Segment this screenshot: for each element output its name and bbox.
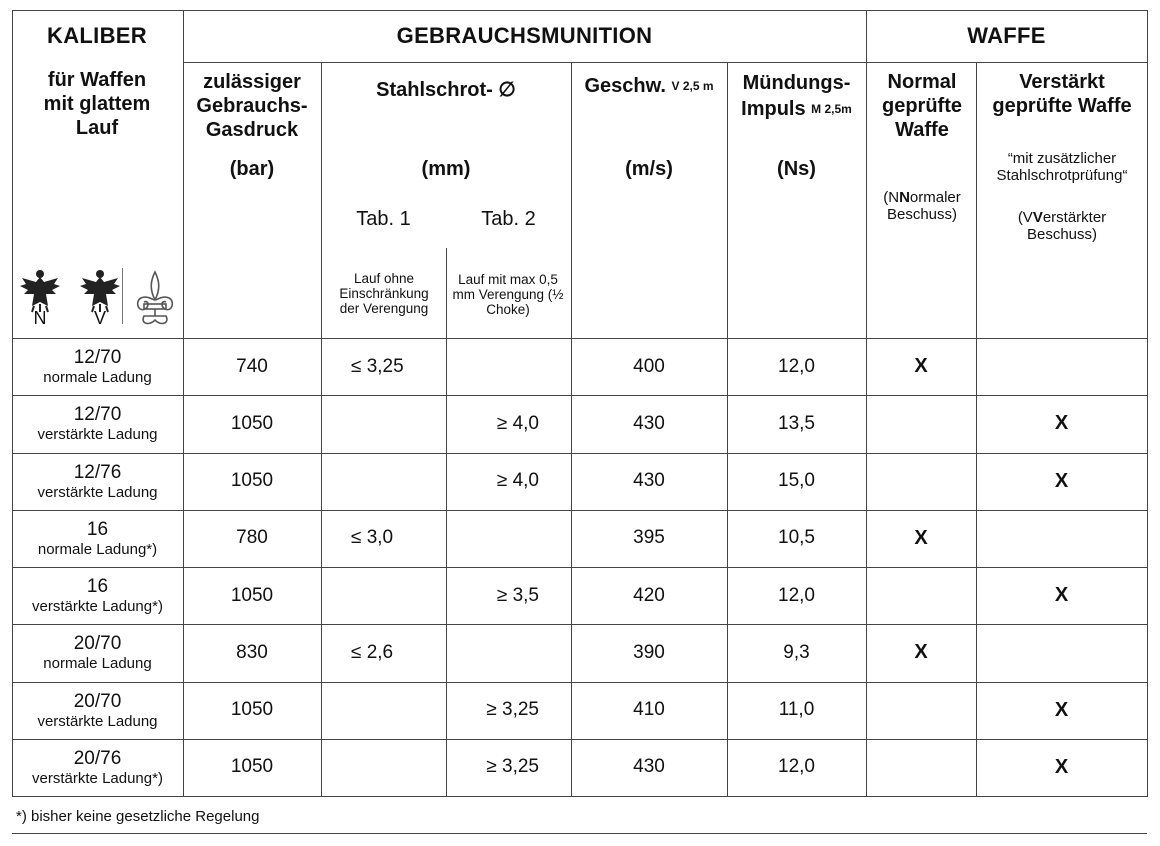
n-cell bbox=[866, 567, 976, 624]
n-cell bbox=[866, 682, 976, 739]
n-cell: X bbox=[914, 526, 928, 549]
verstaerkt-heading: Verstärkt geprüfte Waffe bbox=[992, 71, 1132, 117]
column-divider bbox=[321, 62, 322, 796]
gas-cell: 1050 bbox=[230, 412, 274, 434]
n-cell: X bbox=[914, 355, 928, 378]
vx-cell: X bbox=[1054, 584, 1069, 607]
caliber-value: 12/70 bbox=[73, 347, 122, 369]
vx-cell bbox=[976, 510, 1147, 567]
imp-cell: 15,0 bbox=[778, 470, 815, 492]
n-cell: X bbox=[914, 641, 928, 664]
v-cell: 390 bbox=[633, 641, 665, 663]
load-type: normale Ladung*) bbox=[37, 540, 158, 558]
kaliber-heading: KALIBER bbox=[47, 23, 147, 48]
load-type: verstärkte Ladung bbox=[37, 712, 158, 730]
caliber-value: 20/76 bbox=[73, 747, 122, 769]
n-cell bbox=[866, 739, 976, 796]
caliber-value: 16 bbox=[86, 576, 109, 598]
load-type: normale Ladung bbox=[43, 369, 152, 387]
verstaerkt-note-a: (V bbox=[1017, 209, 1033, 226]
tab2-cell: ≥ 3,5 bbox=[496, 584, 539, 606]
gasdruck-unit: (bar) bbox=[229, 158, 275, 180]
gas-cell: 1050 bbox=[230, 470, 274, 492]
load-type: verstärkte Ladung*) bbox=[32, 769, 163, 787]
gas-cell: 830 bbox=[236, 641, 268, 663]
tab1-label: Tab. 1 bbox=[356, 207, 411, 230]
gas-cell: 1050 bbox=[230, 756, 274, 778]
caliber-cell bbox=[12, 567, 183, 624]
bottom-rule bbox=[12, 833, 1147, 834]
v-cell: 410 bbox=[633, 699, 665, 721]
geschw-heading bbox=[571, 72, 727, 100]
n-cell bbox=[866, 453, 976, 510]
imp-cell: 12,0 bbox=[778, 355, 815, 377]
kaliber-subheading: für Waffen mit glattem Lauf bbox=[43, 69, 151, 139]
gas-cell: 780 bbox=[236, 527, 268, 549]
caliber-cell bbox=[12, 338, 183, 395]
stahlschrot-heading: Stahlschrot- ∅ bbox=[376, 79, 516, 101]
tab2-label: Tab. 2 bbox=[481, 207, 536, 230]
v-cell: 430 bbox=[633, 756, 665, 778]
v-cell: 395 bbox=[633, 527, 665, 549]
column-divider bbox=[866, 10, 867, 796]
imp-cell: 9,3 bbox=[783, 641, 810, 663]
imp-cell: 11,0 bbox=[778, 699, 815, 721]
tab-divider bbox=[446, 248, 447, 338]
table-left-border bbox=[12, 10, 13, 796]
tab2-cell bbox=[446, 510, 571, 567]
normal-note bbox=[870, 186, 974, 226]
v-cell: 430 bbox=[633, 470, 665, 492]
tab2-cell: ≥ 3,25 bbox=[486, 756, 539, 778]
vx-cell: X bbox=[1054, 412, 1069, 435]
column-divider bbox=[446, 338, 447, 796]
gasdruck-heading: zulässiger Gebrauchs-Gasdruck bbox=[196, 71, 308, 141]
caliber-cell bbox=[12, 453, 183, 510]
vx-cell: X bbox=[1054, 698, 1069, 721]
table-bottom-border bbox=[12, 796, 1147, 797]
load-type: verstärkte Ladung bbox=[37, 483, 158, 501]
impuls-subscript: M 2,5m bbox=[811, 102, 852, 116]
verstaerkt-note-bold: V bbox=[1032, 209, 1043, 226]
verstaerkt-note-b: erstärkter Beschuss) bbox=[1026, 209, 1107, 243]
tab2-description: Lauf mit max 0,5 mm Verengung (½ Choke) bbox=[452, 271, 564, 317]
caliber-cell bbox=[12, 395, 183, 452]
vx-cell bbox=[976, 338, 1147, 395]
geschw-label: Geschw. bbox=[584, 75, 666, 97]
tab1-cell bbox=[321, 682, 446, 739]
tab1-cell bbox=[321, 453, 446, 510]
v-cell: 420 bbox=[633, 584, 665, 606]
imp-cell: 12,0 bbox=[778, 584, 815, 606]
impuls-heading-b bbox=[727, 96, 866, 122]
caliber-cell bbox=[12, 624, 183, 681]
tab1-cell: ≤ 3,25 bbox=[351, 355, 404, 377]
normal-note-a: (N bbox=[883, 189, 900, 206]
eagle-n-icon bbox=[18, 268, 62, 330]
tab2-cell: ≥ 4,0 bbox=[496, 470, 539, 492]
verstaerkt-quote: “mit zusätzlicher Stahlschrotprüfung“ bbox=[996, 150, 1128, 184]
tab1-cell bbox=[321, 567, 446, 624]
load-type: verstärkte Ladung bbox=[37, 426, 158, 444]
caliber-cell bbox=[12, 510, 183, 567]
gas-cell: 1050 bbox=[230, 584, 274, 606]
tab1-cell bbox=[321, 395, 446, 452]
eagle-v-icon bbox=[78, 268, 122, 330]
impuls-heading-a: Mündungs- bbox=[742, 72, 851, 94]
ammunition-table bbox=[12, 10, 1147, 796]
tab1-cell bbox=[321, 739, 446, 796]
geschw-unit: (m/s) bbox=[625, 158, 673, 180]
normal-note-bold: N bbox=[899, 189, 910, 206]
n-cell bbox=[866, 395, 976, 452]
imp-cell: 10,5 bbox=[778, 527, 815, 549]
normal-heading: Normal geprüfte Waffe bbox=[882, 71, 962, 141]
normal-note-b: ormaler Beschuss) bbox=[886, 189, 961, 223]
verstaerkt-note bbox=[996, 206, 1128, 246]
mark-n-label: N bbox=[33, 308, 47, 328]
caliber-cell bbox=[12, 682, 183, 739]
tab1-cell: ≤ 2,6 bbox=[351, 641, 394, 663]
vx-cell: X bbox=[1054, 755, 1069, 778]
v-cell: 400 bbox=[633, 355, 665, 377]
imp-cell: 13,5 bbox=[778, 412, 815, 434]
tab2-cell: ≥ 3,25 bbox=[486, 699, 539, 721]
tab2-cell bbox=[446, 624, 571, 681]
caliber-value: 20/70 bbox=[73, 633, 122, 655]
column-divider bbox=[183, 10, 184, 796]
tab2-cell: ≥ 4,0 bbox=[496, 412, 539, 434]
table-right-border bbox=[1147, 10, 1148, 797]
caliber-cell bbox=[12, 739, 183, 796]
v-cell: 430 bbox=[633, 412, 665, 434]
gas-cell: 740 bbox=[236, 355, 268, 377]
load-type: normale Ladung bbox=[43, 655, 152, 673]
caliber-value: 12/76 bbox=[73, 461, 122, 483]
caliber-value: 16 bbox=[86, 518, 109, 540]
caliber-value: 20/70 bbox=[73, 690, 122, 712]
stahlschrot-unit: (mm) bbox=[421, 158, 471, 180]
mark-divider bbox=[122, 268, 123, 324]
impuls-label: Impuls bbox=[741, 98, 806, 120]
tab2-cell bbox=[446, 338, 571, 395]
vx-cell: X bbox=[1054, 469, 1069, 492]
column-divider bbox=[571, 62, 572, 796]
column-divider bbox=[727, 62, 728, 796]
tab1-cell: ≤ 3,0 bbox=[351, 527, 394, 549]
caliber-value: 12/70 bbox=[73, 404, 122, 426]
waffe-heading: WAFFE bbox=[967, 23, 1046, 48]
imp-cell: 12,0 bbox=[778, 756, 815, 778]
load-type: verstärkte Ladung*) bbox=[32, 598, 163, 616]
fleur-de-lis-icon bbox=[130, 268, 180, 328]
header-divider bbox=[183, 62, 1147, 63]
impuls-unit: (Ns) bbox=[777, 158, 816, 180]
mark-v-label: V bbox=[93, 308, 106, 328]
tab1-description: Lauf ohne Einschränkung der Verengung bbox=[339, 270, 429, 316]
geschw-subscript: V 2,5 m bbox=[671, 79, 714, 93]
gas-cell: 1050 bbox=[230, 699, 274, 721]
column-divider bbox=[976, 62, 977, 796]
footnote: *) bisher keine gesetzliche Regelung bbox=[16, 808, 260, 825]
gebrauchsmunition-heading: GEBRAUCHSMUNITION bbox=[396, 23, 653, 48]
vx-cell bbox=[976, 624, 1147, 681]
